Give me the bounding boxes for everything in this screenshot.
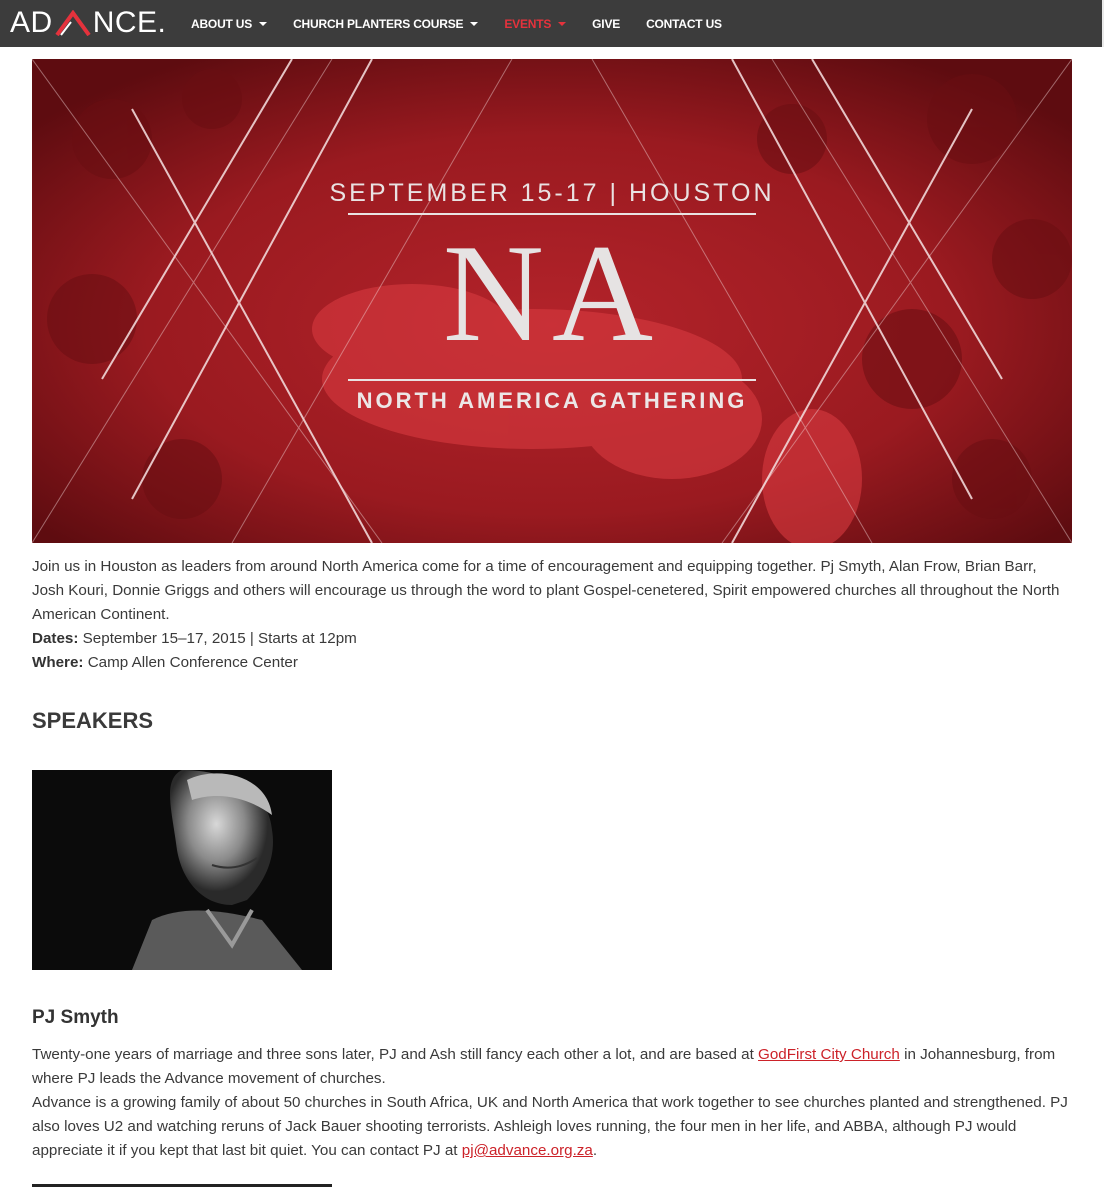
nav-about-us-label: ABOUT US (191, 16, 253, 31)
event-intro-text: Join us in Houston as leaders from around North America come for a time of encouragement and equipping together. Pj Smyth, Alan Frow, Brian Barr, Josh Kouri, Donnie Griggs and others will encourage us through the word to plant Gospel-cenetered, Spirit empowered churches all throughout the North American Continent. (32, 558, 1060, 623)
nav-contact-us-label: CONTACT US (646, 16, 722, 31)
bio-text: . (592, 1142, 598, 1159)
chevron-down-icon (259, 22, 267, 26)
bio-text: Advance is a growing family of about 50 churches in South Africa, UK and North America that work together to see churches planted and strengthened. PJ also loves U2 and watching reruns of Jack Bauer shooting terrorists. Ashleigh loves running, the four men in her life, and ABBA, although PJ would appreciate it if you kept that last bit quiet. You can contact PJ at (32, 1094, 1068, 1159)
advance-logo[interactable] (10, 4, 166, 42)
event-dates (32, 627, 1072, 651)
nav-events[interactable] (504, 17, 566, 31)
nav-church-planters-course-label: CHURCH PLANTERS COURSE (293, 16, 464, 31)
bio-text: in Johannesburg, from where PJ leads the Advance movement of churches. (32, 1046, 1056, 1087)
hero-big-letters: NA (442, 216, 662, 371)
speaker-name: PJ Smyth (32, 1007, 119, 1028)
speaker-photo (32, 770, 332, 970)
hero-divider-top (348, 213, 756, 215)
speaker-photo-graphic (32, 770, 332, 970)
event-hero-banner (32, 59, 1072, 543)
hero-divider-bottom (348, 379, 756, 381)
chevron-down-icon (470, 22, 478, 26)
main-nav (191, 0, 748, 47)
hero-date-line: SEPTEMBER 15-17 | HOUSTON (329, 179, 775, 207)
nav-events-label: EVENTS (504, 16, 552, 31)
top-navbar (0, 0, 1104, 47)
church-link[interactable]: GodFirst City Church (758, 1046, 900, 1063)
bio-text: Twenty-one years of marriage and three sons later, PJ and Ash still fancy each other a lot, and are based at (32, 1046, 759, 1063)
logo-text-left: AD (10, 6, 53, 39)
nav-contact-us[interactable] (646, 17, 722, 31)
speakers-heading: SPEAKERS (32, 708, 154, 733)
chevron-down-icon (558, 22, 566, 26)
nav-about-us[interactable] (191, 17, 267, 31)
dates-label: Dates: (32, 630, 79, 647)
nav-church-planters-course[interactable] (293, 17, 478, 31)
where-label: Where: (32, 654, 84, 671)
nav-give-label: GIVE (592, 16, 621, 31)
logo-chevron-icon (55, 10, 91, 36)
event-location (32, 651, 1072, 675)
hero-subtitle: NORTH AMERICA GATHERING (356, 388, 748, 413)
dates-value: September 15–17, 2015 | Starts at 12pm (82, 630, 357, 647)
email-link[interactable]: pj@advance.org.za (461, 1142, 593, 1159)
logo-text-right: NCE. (92, 6, 167, 39)
where-value: Camp Allen Conference Center (87, 654, 298, 671)
nav-give[interactable] (592, 17, 620, 31)
speaker-bio-paragraph (32, 1091, 1072, 1163)
speaker-bio-paragraph (32, 1043, 1072, 1091)
